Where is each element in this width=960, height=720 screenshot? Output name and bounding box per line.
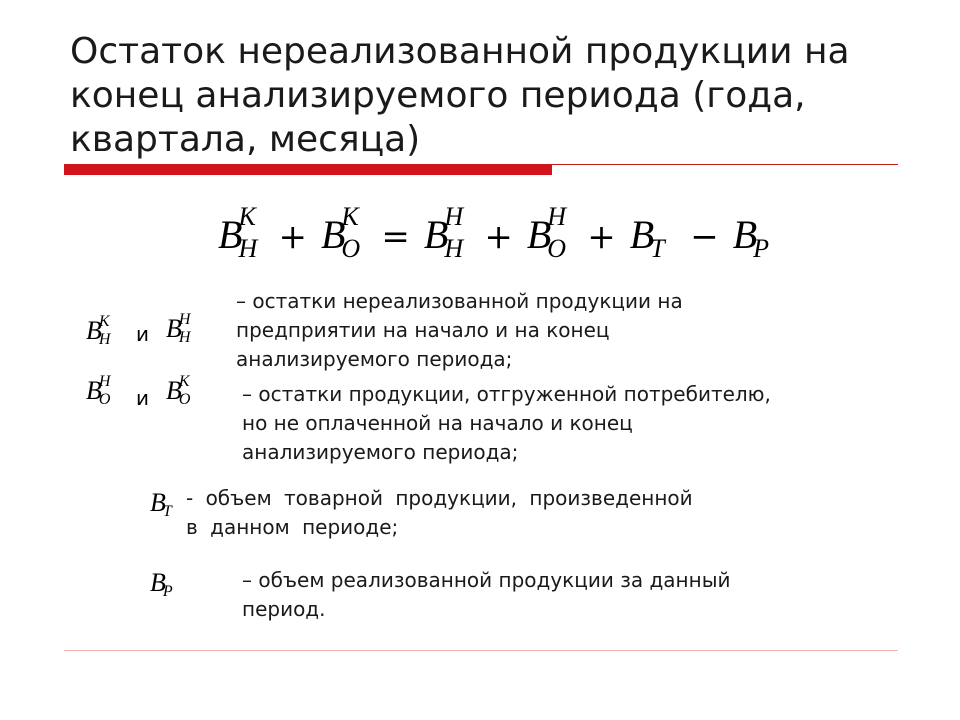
- term-b-t: B Т: [629, 212, 665, 263]
- slide-title: Остаток нереализованной продукции на конец анализируемого периода (года, квартала, месяца): [70, 31, 850, 160]
- definition-commodity-output-text: - объем товарной продукции, произведенной в данном периоде;: [186, 486, 693, 539]
- conjunction-and: и: [136, 322, 149, 346]
- term-b-n-n: B Н Н: [423, 202, 464, 263]
- bottom-divider: [64, 650, 898, 651]
- term-b-p: B Р: [732, 212, 770, 263]
- definition-sold-output-text: – объем реализованной продукции за данный период.: [242, 568, 731, 621]
- equals-operator: =: [381, 217, 410, 257]
- symbol-b-k-o: B К О: [166, 373, 191, 408]
- plus-operator: +: [587, 217, 616, 257]
- symbol-b-t: B Т: [150, 488, 172, 520]
- term-b-n-o: B Н О: [526, 202, 567, 263]
- symbol-b-n-o: B Н О: [86, 373, 111, 408]
- symbol-b-n-n: B Н Н: [166, 311, 191, 346]
- definition-shipped-unpaid-text: – остатки продукции, отгруженной потребителю, но не оплаченной на начало и конец анализируемого периода;: [242, 382, 771, 464]
- term-b-k-o: B К О: [320, 202, 361, 263]
- title-divider-accent: [64, 165, 552, 175]
- conjunction-and: и: [136, 386, 149, 410]
- minus-operator: −: [690, 217, 719, 257]
- plus-operator: +: [278, 217, 307, 257]
- term-b-k-n: B К Н: [218, 202, 258, 263]
- symbol-b-p: B Р: [150, 568, 173, 600]
- definition-opening-balances-text: – остатки нереализованной продукции на предприятии на начало и на конец анализируемого периода;: [236, 289, 683, 371]
- main-formula: [218, 200, 770, 270]
- plus-operator: +: [484, 217, 513, 257]
- symbol-b-k-n: B К Н: [86, 313, 111, 348]
